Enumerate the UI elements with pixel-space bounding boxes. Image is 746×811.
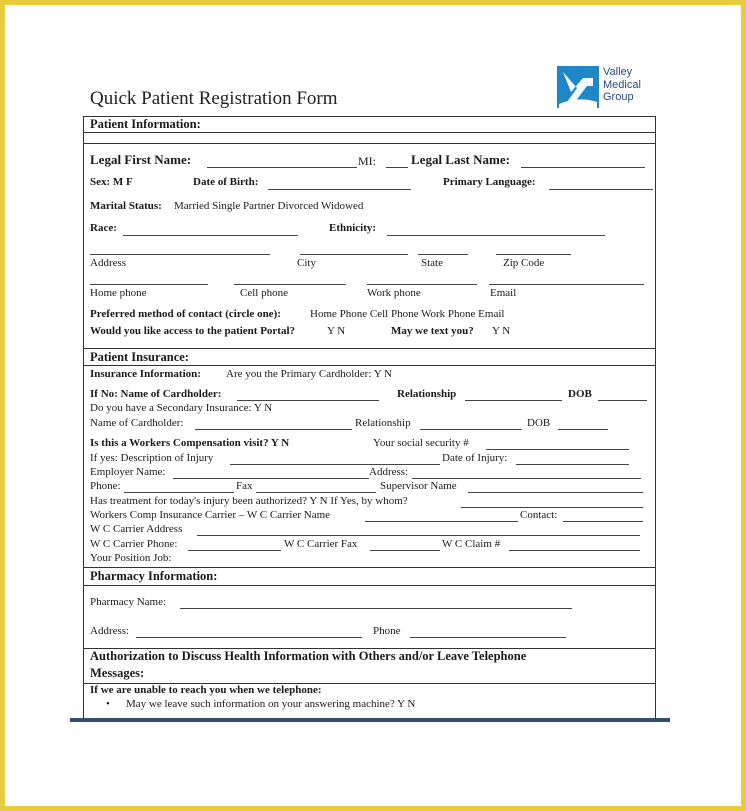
pharmacy-address-field[interactable]: [136, 637, 362, 638]
employer-name-field[interactable]: [173, 478, 369, 479]
page-border-left: [0, 0, 5, 811]
wc-carrier-name-label: Workers Comp Insurance Carrier – W C Carrier Name: [90, 509, 331, 521]
logo-line-1: Valley: [603, 66, 633, 78]
divider-pharmacy-top: [83, 567, 656, 568]
wc-carrier-phone-field[interactable]: [188, 550, 281, 551]
secondary-dob-field[interactable]: [558, 429, 608, 430]
ethnicity-label: Ethnicity:: [329, 222, 377, 234]
primary-cardholder-question[interactable]: Are you the Primary Cardholder: Y N: [226, 368, 392, 380]
wc-carrier-phone-label: W C Carrier Phone:: [90, 538, 178, 550]
cell-phone-field[interactable]: [234, 284, 346, 285]
cell-phone-label: Cell phone: [240, 287, 288, 299]
supervisor-name-field[interactable]: [468, 492, 643, 493]
dob2-label: DOB: [527, 417, 551, 429]
logo-line-3: Group: [603, 91, 634, 103]
relationship-label: Relationship: [397, 388, 457, 400]
valley-medical-logo: [557, 66, 657, 112]
address-label: Address: [90, 257, 127, 269]
secondary-insurance-question[interactable]: Do you have a Secondary Insurance: Y N: [90, 402, 273, 414]
if-no-cardholder-label: If No: Name of Cardholder:: [90, 388, 222, 400]
answering-machine-question[interactable]: May we leave such information on your answering machine? Y N: [126, 698, 416, 710]
date-of-injury-field[interactable]: [516, 464, 629, 465]
supervisor-name-label: Supervisor Name: [380, 480, 457, 492]
legal-last-name-field[interactable]: [521, 167, 645, 168]
pharmacy-name-field[interactable]: [180, 608, 572, 609]
page-border-right: [741, 0, 746, 811]
state-label: State: [421, 257, 443, 269]
divider-patient-info: [83, 132, 656, 133]
logo-line-2: Medical: [603, 78, 641, 91]
bullet-icon: •: [106, 698, 110, 710]
ssn-field[interactable]: [486, 449, 629, 450]
legal-first-name-label: Legal First Name:: [90, 152, 192, 167]
workers-comp-question[interactable]: Is this a Workers Compensation visit? Y N: [90, 437, 290, 449]
cardholder-name-field[interactable]: [237, 400, 379, 401]
employer-address-label: Address:: [369, 466, 409, 478]
section-authorization-title: Authorization to Discuss Health Information with Others and/or Leave Telephone: [90, 649, 527, 663]
work-phone-field[interactable]: [367, 284, 477, 285]
primary-language-label: Primary Language:: [443, 176, 536, 188]
section-patient-insurance: Patient Insurance:: [90, 350, 189, 364]
secondary-cardholder-field[interactable]: [195, 429, 352, 430]
wc-contact-label: Contact:: [520, 509, 558, 521]
secondary-cardholder-label: Name of Cardholder:: [90, 417, 184, 429]
employer-address-field[interactable]: [412, 478, 641, 479]
work-phone-label: Work phone: [367, 287, 421, 299]
page-border-top: [0, 0, 746, 5]
section-patient-information: Patient Information:: [90, 117, 201, 131]
form-title: Quick Patient Registration Form: [90, 88, 338, 109]
wc-contact-field[interactable]: [563, 521, 643, 522]
date-of-injury-label: Date of Injury:: [442, 452, 508, 464]
portal-question: Would you like access to the patient Portal?: [90, 325, 296, 337]
pharmacy-phone-field[interactable]: [410, 637, 566, 638]
email-field[interactable]: [489, 284, 644, 285]
text-question: May we text you?: [391, 325, 474, 337]
dob-label: Date of Birth:: [193, 176, 259, 188]
mi-field[interactable]: [386, 167, 408, 168]
wc-carrier-address-label: W C Carrier Address: [90, 523, 183, 535]
fax-label: Fax: [236, 480, 253, 492]
injury-description-field[interactable]: [230, 464, 440, 465]
wc-claim-label: W C Claim #: [442, 538, 501, 550]
position-job-label: Your Position Job:: [90, 552, 172, 564]
home-phone-field[interactable]: [90, 284, 208, 285]
employer-fax-field[interactable]: [256, 492, 376, 493]
city-label: City: [297, 257, 316, 269]
wc-claim-field[interactable]: [509, 550, 640, 551]
bottom-accent-bar: [70, 718, 670, 722]
cardholder-dob-field[interactable]: [598, 400, 647, 401]
email-label: Email: [490, 287, 517, 299]
logo-mark-icon: [557, 66, 599, 108]
preferred-contact-options[interactable]: Home Phone Cell Phone Work Phone Email: [310, 308, 505, 320]
marital-status-label: Marital Status:: [90, 200, 162, 212]
race-label: Race:: [90, 222, 117, 234]
authorized-by-field[interactable]: [461, 507, 643, 508]
address-field[interactable]: [90, 254, 270, 255]
text-yn-options[interactable]: Y N: [492, 325, 511, 337]
portal-yn-options[interactable]: Y N: [327, 325, 346, 337]
divider-insurance-top: [83, 348, 656, 349]
primary-language-field[interactable]: [549, 189, 653, 190]
legal-last-name-label: Legal Last Name:: [411, 152, 510, 167]
relationship2-label: Relationship: [355, 417, 411, 429]
logo-wordmark: [603, 66, 641, 104]
divider-patient-info-2: [83, 143, 656, 144]
mi-label: MI:: [358, 154, 376, 168]
city-field[interactable]: [300, 254, 408, 255]
relationship-field[interactable]: [465, 400, 562, 401]
employer-phone-field[interactable]: [124, 492, 234, 493]
dob-label-insurance: DOB: [568, 388, 592, 400]
pharmacy-phone-label: Phone: [373, 625, 401, 637]
unable-to-reach-label: If we are unable to reach you when we telephone:: [90, 684, 322, 696]
employer-name-label: Employer Name:: [90, 466, 166, 478]
page-border-bottom: [0, 806, 746, 811]
zip-label: Zip Code: [503, 257, 545, 269]
marital-status-options[interactable]: Married Single Partner Divorced Widowed: [174, 200, 364, 212]
zip-field[interactable]: [496, 254, 571, 255]
relationship2-field[interactable]: [420, 429, 522, 430]
pharmacy-address-label: Address:: [90, 625, 130, 637]
preferred-contact-label: Preferred method of contact (circle one):: [90, 308, 281, 320]
section-pharmacy-information: Pharmacy Information:: [90, 569, 218, 583]
legal-first-name-field[interactable]: [207, 167, 357, 168]
wc-carrier-address-field[interactable]: [197, 535, 640, 536]
wc-carrier-fax-label: W C Carrier Fax: [284, 538, 358, 550]
sex-label: Sex: M F: [90, 176, 133, 188]
section-authorization-title-2: Messages:: [90, 666, 145, 680]
race-field[interactable]: [123, 235, 298, 236]
state-field[interactable]: [418, 254, 468, 255]
wc-carrier-name-field[interactable]: [365, 521, 518, 522]
divider-insurance-header: [83, 365, 656, 366]
home-phone-label: Home phone: [90, 287, 147, 299]
treatment-authorized-question: Has treatment for today's injury been authorized? Y N If Yes, by whom?: [90, 495, 408, 507]
wc-carrier-fax-field[interactable]: [370, 550, 440, 551]
pharmacy-name-label: Pharmacy Name:: [90, 596, 167, 608]
dob-field[interactable]: [268, 189, 411, 190]
insurance-info-label: Insurance Information:: [90, 368, 201, 380]
ethnicity-field[interactable]: [387, 235, 605, 236]
ssn-label: Your social security #: [373, 437, 469, 449]
divider-pharmacy-header: [83, 585, 656, 586]
phone-label-insurance: Phone:: [90, 480, 121, 492]
injury-description-label: If yes: Description of Injury: [90, 452, 214, 464]
